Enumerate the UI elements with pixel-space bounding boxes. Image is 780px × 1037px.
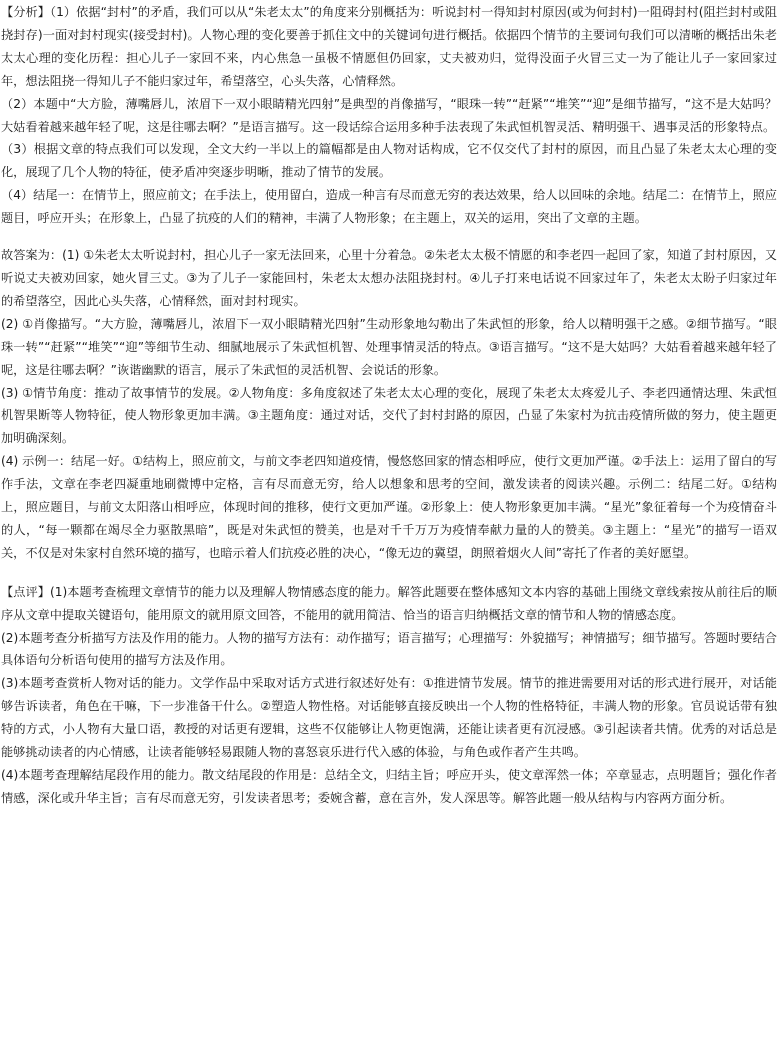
analysis-paragraph: 【分析】（1）依据“封村”的矛盾，我们可以从“朱老太太”的角度来分别概括为：听说封村一得知封村原因(或为何封村)一阻碍封村(阻拦封村或阻挠封存)一面对封村现实(接受封村)。人物心理的变化要善于抓住文中的关键词句进行概括。依据四个情节的主要词句我们可以清晰的概括出朱老太太心理的变化历程：担心儿子一家回不来，内心焦急一虽极不情愿但仍回家，丈夫被劝归，觉得没面子火冒三丈一为了能让儿子一家回家过年，想法阻挠一得知儿子不能归家过年，希望落空，心头失落，心情释然。 [1,5,777,88]
solution-document [0,1,780,1037]
answer-paragraph: (4) 示例一：结尾一好。①结构上，照应前文，与前文李老四知道疫情，慢悠悠回家的情态相呼应，使行文更加严谨。②手法上：运用了留白的写作手法，文章在李老四凝重地刷微博中定格，言有尽而意无穷，给人以想象和思考的空间，激发读者的阅读兴趣。示例二：结尾二好。①结构上，照应题目，与前文太阳落山相呼应，体现时间的推移，使行文更加严谨。②形象上：使人物形象更加丰满。“星光”象征着每一个为疫情奋斗的人，“每一颗都在竭尽全力驱散黑暗”，既是对朱武恒的赞美，也是对千千万万为疫情奉献力量的人的赞美。③主题上：“星光”的描写一语双关，不仅是对朱家村自然环境的描写，也暗示着人们抗疫必胜的决心，“像无边的冀望，朗照着烟火人间”寄托了作者的美好愿望。 [1,454,777,560]
comment-paragraph: (3)本题考查赏析人物对话的能力。文学作品中采取对话方式进行叙述好处有：①推进情节发展。情节的推进需要用对话的形式进行展开，对话能够告诉读者，角色在干嘛，下一步准备干什么。②塑造人物性格。对话能够直接反映出一个人物的性格特征，丰满人物的形象。官员说话带有独特的方式，小人物有大量口语，教授的对话更有逻辑，这些不仅能够让人物更饱满，还能让读者更有沉浸感。③引起读者共情。优秀的对话总是能够挑动读者的内心情感，让读者能够轻易跟随人物的喜怒哀乐进行代入感的体验，与角色或作者产生共鸣。 [1,676,777,760]
analysis-paragraph: （3）根据文章的特点我们可以发现，全文大约一半以上的篇幅都是由人物对话构成，它不仅交代了封村的原因，而且凸显了朱老太太心理的变化，展现了几个人物的特征，使矛盾冲突逐步明晰，推动了情节的发展。 [1,142,777,180]
answer-paragraph: (3) ①情节角度：推动了故事情节的发展。②人物角度：多角度叙述了朱老太太心理的变化，展现了朱老太太疼爱儿子、李老四通情达理、朱武恒机智果断等人物特征，使人物形象更加丰满。③主题角度：通过对话，交代了封村封路的原因，凸显了朱家村为抗击疫情所做的努力，使主题更加明确深刻。 [1,385,777,446]
answer-section [1,244,777,565]
answer-paragraph: (2) ①肖像描写。“大方脸，薄嘴唇儿，浓眉下一双小眼睛精光四射”生动形象地勾勒出了朱武恒的形象，给人以精明强干之感。②细节描写。“眼珠一转”“赶紧”“堆笑”“迎”等细节生动、细腻地展示了朱武恒机智、处理事情灵活的特点。③语言描写。“这不是大姑吗？大姑看着越来越年轻了呢，这是往哪去啊？”诙谐幽默的语言，展示了朱武恒的灵活机智、会说话的形象。 [1,316,777,377]
comment-section [1,581,777,810]
analysis-section [1,1,777,230]
comment-paragraph: 【点评】(1)本题考查梳理文章情节的能力以及理解人物情感态度的能力。解答此题要在整体感知文本内容的基础上围绕文章线索按从前往后的顺序从文章中提取关键语句，能用原文的就用原文回答，不能用的就用简洁、恰当的语言归纳概括文章的情节和人物的情感态度。 [1,584,777,622]
comment-paragraph: (4)本题考查理解结尾段作用的能力。散文结尾段的作用是：总结全文，归结主旨；呼应开头，使文章浑然一体；卒章显志，点明题旨；强化作者情感，深化或升华主旨；言有尽而意无穷，引发读者思考；委婉含蓄，意在言外，发人深思等。解答此题一般从结构与内容两方面分析。 [1,768,777,805]
answer-paragraph: 故答案为：(1) ①朱老太太听说封村，担心儿子一家无法回来，心里十分着急。②朱老太太极不情愿的和李老四一起回了家，知道了封村原因，又听说丈夫被劝回家，她火冒三丈。③为了儿子一家能回村，朱老太太想办法阻挠封村。④儿子打来电话说不回家过年了，朱老太太盼子归家过年的希望落空，因此心头失落，心情释然，面对封村现实。 [1,248,777,308]
comment-paragraph: (2)本题考查分析描写方法及作用的能力。人物的描写方法有：动作描写；语言描写；心理描写：外貌描写；神情描写；细节描写。答题时要结合具体语句分析语句使用的描写方法及作用。 [1,630,777,668]
analysis-paragraph: （2）本题中“大方脸，薄嘴唇儿，浓眉下一双小眼睛精光四射”是典型的肖像描写，“眼珠一转”“赶紧”“堆笑”“迎”是细节描写，“这不是大姑吗？大姑看着越来越年轻了呢，这是往哪去啊？”是语言描写。这一段话综合运用多种手法表现了朱武恒机智灵活、精明强干、遇事灵活的形象特点。 [1,96,777,134]
analysis-paragraph: （4）结尾一：在情节上，照应前文；在手法上，使用留白，造成一种言有尽而意无穷的表达效果，给人以回味的余地。结尾二：在情节上，照应题目，呼应开头；在形象上，凸显了抗疫的人们的精神，丰满了人物形象；在主题上，双关的运用，突出了文章的主题。 [1,188,777,226]
